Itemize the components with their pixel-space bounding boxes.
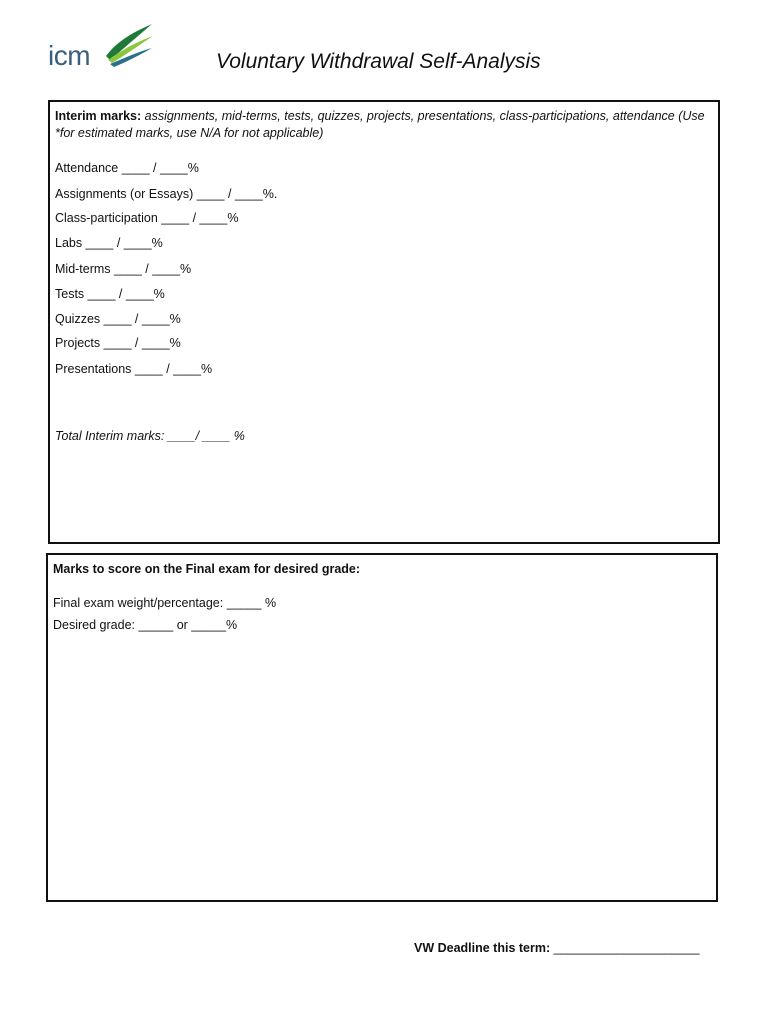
interim-item-mid-terms[interactable]: Mid-terms ____ / ____%: [55, 262, 192, 276]
vw-deadline-blank: _____________________: [550, 941, 700, 955]
final-exam-section: [46, 553, 718, 902]
final-heading: Marks to score on the Final exam for desired grade:: [53, 562, 361, 576]
interim-item-presentations[interactable]: Presentations ____ / ____%: [55, 362, 213, 376]
interim-item-class-participation[interactable]: Class-participation ____ / ____%: [55, 211, 239, 225]
interim-item-quizzes[interactable]: Quizzes ____ / ____%: [55, 312, 181, 326]
interim-item-tests[interactable]: Tests ____ / ____%: [55, 287, 165, 301]
icm-logo: [48, 22, 158, 72]
interim-description: assignments, mid-terms, tests, quizzes, projects, presentations, class-participations, attendance (Use *for estimated marks, use N/A for not applicable): [55, 109, 705, 140]
page-title: Voluntary Withdrawal Self-Analysis: [216, 50, 541, 73]
interim-item-projects[interactable]: Projects ____ / ____%: [55, 336, 181, 350]
interim-item-labs[interactable]: Labs ____ / ____%: [55, 236, 163, 250]
interim-marks-section: [48, 100, 720, 544]
interim-label: Interim marks:: [55, 109, 142, 123]
desired-grade[interactable]: Desired grade: _____ or _____%: [53, 618, 238, 632]
logo-text: icm: [48, 40, 91, 71]
interim-intro: [55, 108, 711, 142]
interim-item-attendance[interactable]: Attendance ____ / ____%: [55, 161, 199, 175]
interim-total[interactable]: [55, 429, 245, 443]
interim-total-text: Total Interim marks: ____/ ____ %: [55, 429, 245, 443]
final-exam-weight[interactable]: Final exam weight/percentage: _____ %: [53, 596, 277, 610]
vw-deadline-label: VW Deadline this term:: [414, 941, 551, 955]
logo-swoosh-icon: [104, 22, 154, 68]
vw-deadline[interactable]: [414, 941, 700, 955]
interim-item-assignments[interactable]: Assignments (or Essays) ____ / ____%.: [55, 187, 278, 201]
